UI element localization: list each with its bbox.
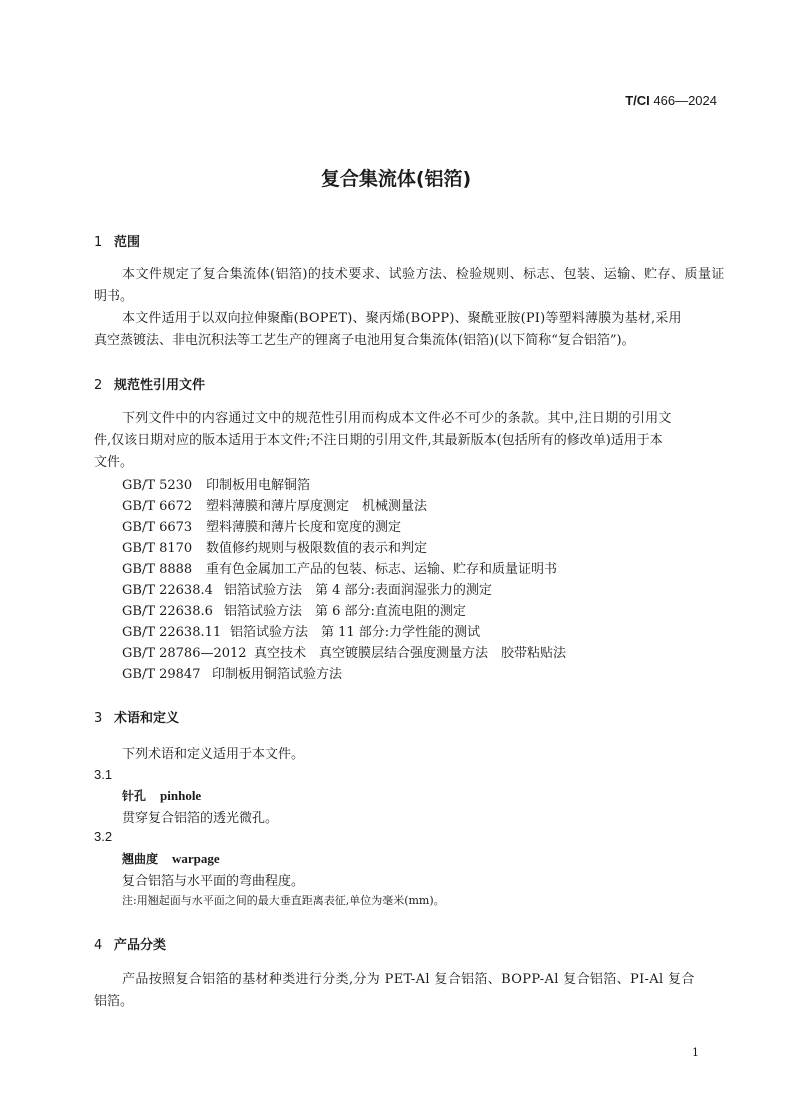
- reference-code: GB/T 28786—2012: [122, 646, 247, 661]
- reference-item: [122, 558, 557, 577]
- term-definition: 复合铝箔与水平面的弯曲程度。: [122, 874, 305, 889]
- section-number: 3: [94, 711, 103, 726]
- reference-title: 数值修约规则与极限数值的表示和判定: [206, 541, 428, 556]
- classification-paragraph-line-2: 铝箔。: [94, 994, 134, 1009]
- reference-item: [122, 600, 466, 619]
- term-name-zh: 翘曲度: [122, 852, 159, 866]
- standard-prefix: T/CI: [625, 93, 650, 108]
- term-note: 注:用翘起面与水平面之间的最大垂直距离表征,单位为毫米(mm)。: [122, 894, 445, 907]
- reference-code: GB/T 6673: [122, 520, 193, 535]
- reference-item: [122, 516, 401, 535]
- reference-code: GB/T 8170: [122, 541, 193, 556]
- reference-code: GB/T 22638.4: [122, 583, 213, 598]
- reference-code: GB/T 29847: [122, 667, 201, 682]
- reference-title: 铝箔试验方法 第 11 部分:力学性能的测试: [230, 625, 481, 640]
- reference-title: 铝箔试验方法 第 4 部分:表面润湿张力的测定: [224, 583, 492, 598]
- reference-item: [122, 537, 427, 556]
- reference-title: 重有色金属加工产品的包装、标志、运输、贮存和质量证明书: [206, 562, 558, 577]
- section-title: 规范性引用文件: [114, 378, 206, 393]
- reference-title: 印制板用电解铜箔: [206, 478, 311, 493]
- reference-title: 铝箔试验方法 第 6 部分:直流电阻的测定: [224, 604, 466, 619]
- terms-intro: 下列术语和定义适用于本文件。: [122, 747, 305, 762]
- reference-item: [122, 663, 342, 682]
- term-heading: [122, 787, 201, 804]
- scope-paragraph-2-line-2: 真空蒸镀法、非电沉积法等工艺生产的锂离子电池用复合集流体(铝箔)(以下简称“复合铝箔”)。: [94, 333, 635, 348]
- references-paragraph-line-3: 文件。: [94, 455, 134, 470]
- page-number: 1: [692, 1046, 699, 1059]
- term-name-zh: 针孔: [122, 789, 147, 803]
- term-definition: 贯穿复合铝箔的透光微孔。: [122, 811, 279, 826]
- term-heading: [122, 850, 220, 867]
- reference-item: [122, 579, 492, 598]
- term-name-en: warpage: [172, 851, 220, 866]
- references-paragraph-line-2: 件,仅该日期对应的版本适用于本文件;不注日期的引用文件,其最新版本(包括所有的修改单)适用于本: [94, 433, 663, 448]
- section-title: 范围: [114, 235, 141, 250]
- reference-title: 印制板用铜箔试验方法: [212, 667, 343, 682]
- section-number: 4: [94, 938, 103, 953]
- reference-item: [122, 642, 566, 661]
- reference-item: [122, 621, 480, 640]
- scope-paragraph-1-line-2: 明书。: [94, 289, 134, 304]
- scope-paragraph-1-line-1: 本文件规定了复合集流体(铝箔)的技术要求、试验方法、检验规则、标志、包装、运输、贮存、质量证: [122, 267, 725, 282]
- reference-title: 真空技术 真空镀膜层结合强度测量方法 胶带粘贴法: [254, 646, 567, 661]
- term-number: 3.2: [94, 829, 113, 844]
- section-3-heading: [94, 707, 179, 726]
- reference-code: GB/T 5230: [122, 478, 193, 493]
- reference-title: 塑料薄膜和薄片厚度测定 机械测量法: [206, 499, 428, 514]
- reference-code: GB/T 22638.11: [122, 625, 222, 640]
- reference-code: GB/T 6672: [122, 499, 193, 514]
- classification-paragraph-line-1: 产品按照复合铝箔的基材种类进行分类,分为 PET-Al 复合铝箔、BOPP-Al 复合铝箔、PI-Al 复合: [122, 972, 695, 987]
- section-1-heading: [94, 231, 140, 250]
- document-title: 复合集流体(铝箔): [320, 168, 472, 190]
- section-number: 1: [94, 235, 103, 250]
- section-4-heading: [94, 934, 166, 953]
- term-number: 3.1: [94, 767, 113, 782]
- scope-paragraph-2-line-1: 本文件适用于以双向拉伸聚酯(BOPET)、聚丙烯(BOPP)、聚酰亚胺(PI)等塑料薄膜为基材,采用: [122, 311, 682, 326]
- section-number: 2: [94, 378, 103, 393]
- section-title: 术语和定义: [114, 711, 180, 726]
- reference-title: 塑料薄膜和薄片长度和宽度的测定: [206, 520, 402, 535]
- reference-item: [122, 474, 310, 493]
- section-2-heading: [94, 374, 205, 393]
- standard-number: [625, 93, 717, 108]
- reference-code: GB/T 8888: [122, 562, 193, 577]
- reference-item: [122, 495, 427, 514]
- references-paragraph-line-1: 下列文件中的内容通过文中的规范性引用而构成本文件必不可少的条款。其中,注日期的引用文: [122, 411, 672, 426]
- standard-code: 466—2024: [653, 93, 717, 108]
- term-name-en: pinhole: [160, 788, 202, 803]
- reference-code: GB/T 22638.6: [122, 604, 213, 619]
- section-title: 产品分类: [114, 938, 167, 953]
